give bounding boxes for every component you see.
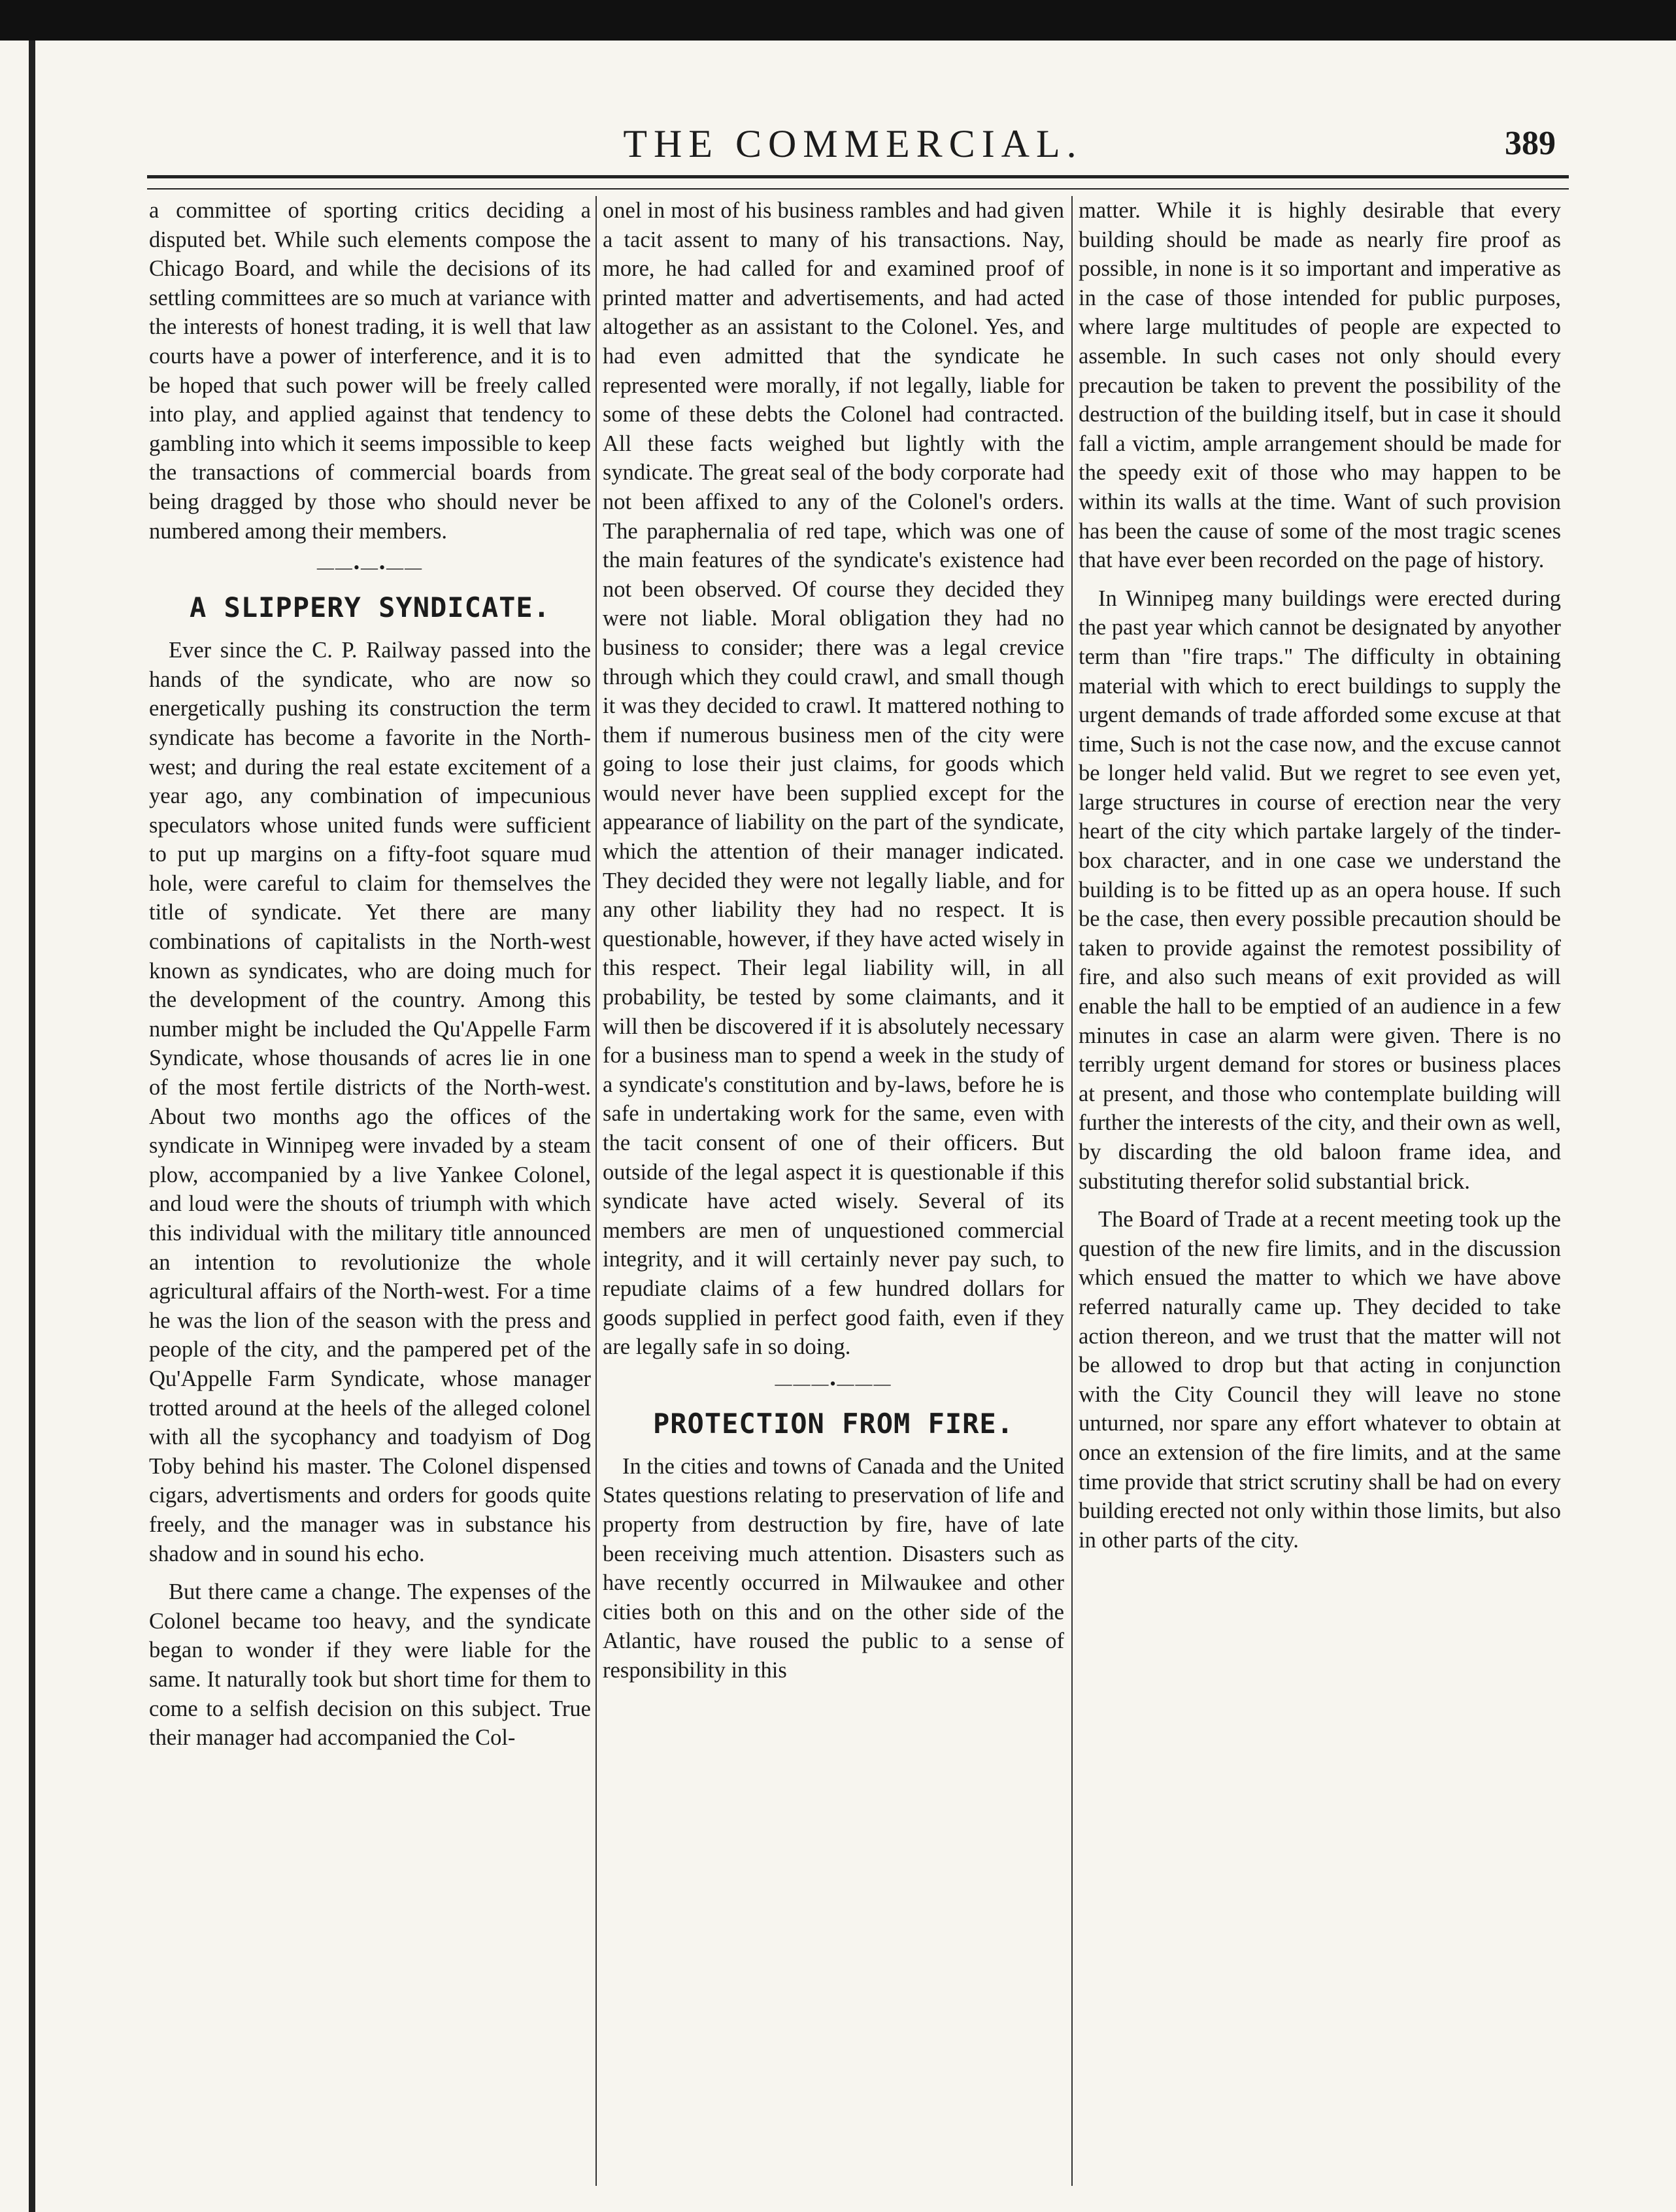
article-paragraph: a committee of sporting critics deciding a disputed bet. While such elements compose the Chicago Board, and while the decisions of its settling committees are so much at variance with the interests of honest trading, it is well that law courts have a power of interference, and it is to be hoped that such power will be freely called into play, and applied against that tendency to gambling into which it seems impossible to keep the transactions of commercial boards from being dragged by those who should never be numbered among their members. bbox=[149, 198, 591, 544]
article-paragraph: Ever since the C. P. Railway passed into the hands of the syndicate, who are now so energetically pushing its construction the term syndicate has become a favorite in the North-west; and during the real estate excitement of a year ago, any combination of impecunious speculators whose united funds were sufficient to put up margins on a fifty-foot square mud hole, were careful to claim for themselves the title of syndicate. Yet there are many combinations of capitalists in the North-west known as syndicates, who are doing much for the development of the country. Among this number might be included the Qu'Appelle Farm Syndicate, whose thousands of acres lie in one of the most fertile districts of the North-west. About two months ago the offices of the syndicate in Winnipeg were invaded by a steam plow, accompanied by a live Yankee Colonel, and loud were the shouts of triumph with which this individual with the military title announced an intention to revolutionize the whole agricultural affairs of the North-west. For a time he was the lion of the season with the press and people of the city, and the pampered pet of the Qu'Appelle Farm Syndicate, whose manager trotted around at the heels of the alleged colonel with all the sycophancy and toadyism of Dog Toby behind his master. The Colonel dispensed cigars, advertisments and orders for goods quite freely, and the manager was in substance his shadow and in sound his echo. bbox=[149, 638, 591, 1566]
page-number: 389 bbox=[1505, 125, 1556, 162]
column-2 bbox=[603, 196, 1064, 2189]
article-heading-slippery-syndicate: A SLIPPERY SYNDICATE. bbox=[189, 591, 550, 624]
article-paragraph: The Board of Trade at a recent meeting took up the question of the new fire limits, and in the discussion which ensued the matter to which we have above referred naturally came up. They decided to take action thereon, and we trust that the matter will not be allowed to drop but that acting in conjunction with the City Council they will leave no stone unturned, nor spare any effort whatever to obtain at once an extension of the fire limits, and at the same time provide that strict scrutiny shall be had on every building erected not only within those limits, but also in other parts of the city. bbox=[1079, 1207, 1561, 1553]
column-1 bbox=[149, 196, 591, 2189]
column-divider bbox=[595, 196, 597, 2186]
left-margin-rule bbox=[29, 41, 35, 2212]
top-black-rule bbox=[0, 0, 1676, 41]
article-paragraph: But there came a change. The expenses of the Colonel became too heavy, and the syndicate began to wonder if they were liable for the same. It naturally took but short time for them to come to a selfish decision on this subject. True their manager had accompanied the Col- bbox=[149, 1579, 591, 1751]
article-paragraph: onel in most of his business rambles and had given a tacit assent to many of his transactions. Nay, more, he had called for and examined proof of printed matter and advertisements, and had acted altogether as an assistant to the Colonel. Yes, and had even admitted that the syndicate he represented were morally, if not legally, liable for some of these debts the Colonel had contracted. All these facts weighed but lightly with the syndicate. The great seal of the body corporate had not been affixed to any of the Colonel's orders. The paraphernalia of red tape, which was one of the main features of the syndicate's existence had not been observed. Of course they decided they were not liable. Moral obligation they had no business to consider; there was a legal crevice through which they could crawl, and small though it was they decided to crawl. It mattered nothing to them if numerous business men of the city were going to lose their just claims, for goods which would never have been supplied except for the appearance of liability on the part of the syndicate, which the attention of their manager indicated. They decided they were not legally liable, and for any other liability they had no respect. It is questionable, however, if they have acted wisely in this respect. Their legal liability will, in all probability, be tested by some claimants, and it will then be discovered if it is absolutely necessary for a business man to spend a week in the study of a syndicate's constitution and by-laws, before he is safe in undertaking work for the same, even with the tacit consent of one of their officers. But outside of the legal aspect it is questionable if this syndicate have acted wisely. Several of its members are men of unquestioned commercial integrity, and it will certainly never pay such, to repudiate claims of a few hundred dollars for goods supplied in perfect good faith, even if they are legally safe in so doing. bbox=[603, 198, 1064, 1360]
article-paragraph: In Winnipeg many buildings were erected during the past year which cannot be designated by anyother term than "fire traps." The difficulty in obtaining material with which to erect buildings to supply the urgent demands of trade afforded some excuse at that time, Such is not the case now, and the excuse cannot be longer held valid. But we regret to see even yet, large structures in course of erection near the very heart of the city which partake largely of the tinder-box character, and in one case we understand the building is to be fitted up as an opera house. If such be the case, then every possible precaution should be taken to provide against the remotest possibility of fire, and also such means of exit provided as will enable the hall to be emptied of an audience in a few minutes in case an alarm were given. There is no terribly urgent demand for stores or business places at present, and those who contemplate building will further the interests of the city, and their own as well, by discarding the old baloon frame idea, and substituting therefor solid substantial brick. bbox=[1079, 586, 1561, 1194]
section-divider: ——•—•—— bbox=[316, 558, 424, 578]
column-3 bbox=[1079, 196, 1561, 2189]
article-paragraph: In the cities and towns of Canada and the United States questions relating to preservation of life and property from destruction by fire, have of late been receiving much attention. Disasters such as have recently occurred in Milwaukee and other cities both on this and on the other side of the Atlantic, have roused the public to a sense of responsibility in this bbox=[603, 1453, 1064, 1683]
newspaper-title: THE COMMERCIAL. bbox=[623, 122, 1083, 165]
article-paragraph: matter. While it is highly desirable that every building should be made as nearly fire proof as possible, in none is it so important and imperative as in the case of those intended for public purposes, where large multitudes of people are expected to assemble. In such cases not only should every precaution be taken to prevent the possibility of the destruction of the building itself, but in case it should fall a victim, ample arrangement should be made for the speedy exit of those who may happen to be within its walls at the time. Want of such provision has been the cause of some of the most tragic scenes that have ever been recorded on the page of history. bbox=[1079, 198, 1561, 573]
masthead-double-rule bbox=[147, 175, 1569, 190]
masthead bbox=[150, 118, 1556, 170]
section-divider: ———•——— bbox=[775, 1374, 892, 1393]
column-divider bbox=[1071, 196, 1073, 2186]
article-heading-protection-from-fire: PROTECTION FROM FIRE. bbox=[652, 1407, 1014, 1440]
